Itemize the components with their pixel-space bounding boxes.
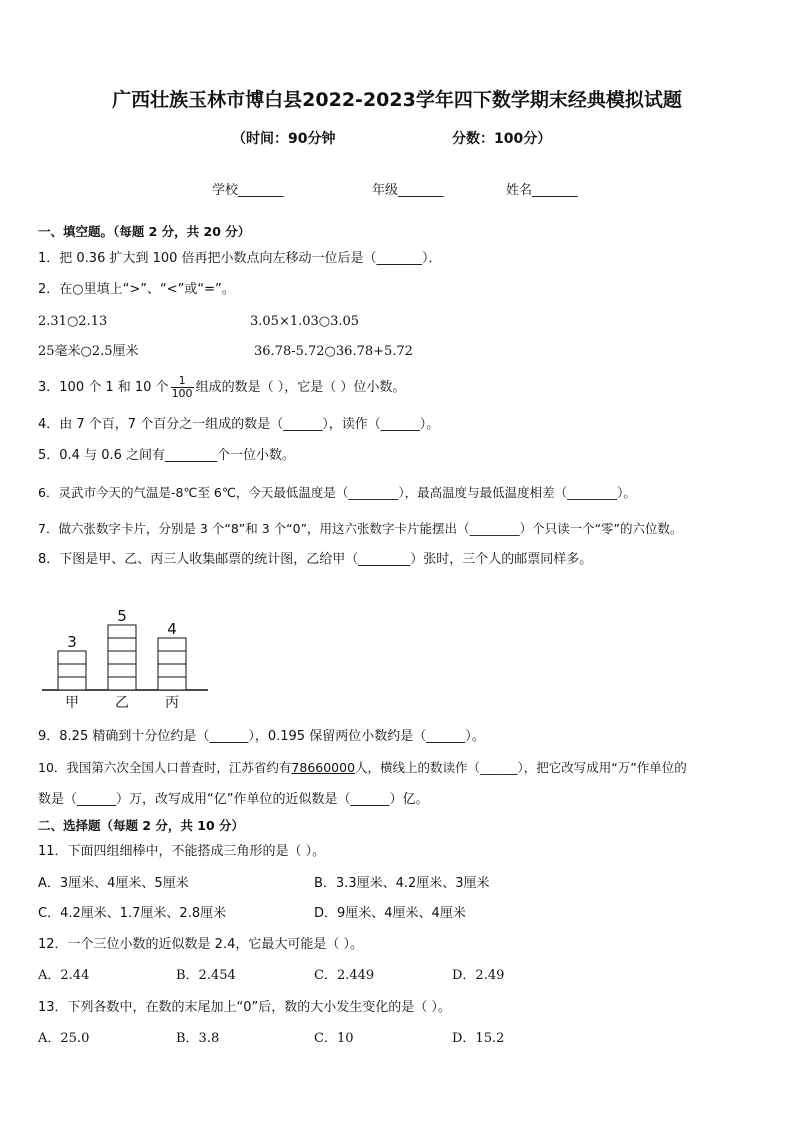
population-number: 78660000 <box>291 760 356 775</box>
question-2: 2．在○里填上“>”、“<”或“=”。 <box>38 282 235 297</box>
section1-heading: 一、填空题。（每题 2 分，共 20 分） <box>38 224 251 239</box>
question-3-post: 组成的数是（ ），它是（ ）位小数。 <box>195 380 406 395</box>
question-12-option-d: D．2.49 <box>452 968 505 983</box>
bar-cell <box>58 664 86 677</box>
question-2-item-c: 25毫米○2.5厘米 <box>38 344 139 359</box>
bar-cell <box>108 625 136 638</box>
question-3-pre: 3．100 个 1 和 10 个 <box>38 380 169 395</box>
question-4: 4．由 7 个百，7 个百分之一组成的数是（______），读作（______）。 <box>38 417 440 432</box>
bar-cell <box>108 677 136 690</box>
question-10-line1 <box>38 760 687 776</box>
question-2-item-b: 3.05×1.03○3.05 <box>250 314 360 329</box>
question-13-option-c: C．10 <box>314 1031 354 1046</box>
bar-cell <box>158 664 186 677</box>
bar-cell <box>158 677 186 690</box>
question-2-item-d: 36.78-5.72○36.78+5.72 <box>254 344 413 359</box>
time-limit: （时间：90分钟 <box>232 131 336 147</box>
question-5: 5．0.4 与 0.6 之间有________个一位小数。 <box>38 448 296 463</box>
question-13-option-d: D．15.2 <box>452 1031 505 1046</box>
bar-2 <box>158 638 186 690</box>
bar-cell <box>108 664 136 677</box>
bar-cell <box>108 638 136 651</box>
question-11-option-b: B．3.3厘米、4.2厘米、3厘米 <box>314 876 490 891</box>
question-13-option-b: B．3.8 <box>176 1031 220 1046</box>
bar-value-label: 3 <box>67 633 77 651</box>
bar-0 <box>58 651 86 690</box>
stamp-chart <box>38 580 218 715</box>
category-label: 甲 <box>65 695 79 711</box>
fraction-numerator: 1 <box>171 375 194 388</box>
question-12-option-c: C．2.449 <box>314 968 375 983</box>
question-6: 6．灵武市今天的气温是-8℃至 6℃，今天最低温度是（________），最高温度与最低温度相差（________）。 <box>38 485 636 500</box>
page-title: 广西壮族玉林市博白县2022-2023学年四下数学期末经典模拟试题 <box>112 89 682 111</box>
question-9: 9．8.25 精确到十分位约是（______），0.195 保留两位小数约是（______）。 <box>38 729 485 744</box>
fraction-denominator: 100 <box>171 387 193 400</box>
question-10-line2: 数是（______）万，改写成用“亿”作单位的近似数是（______）亿。 <box>38 792 429 807</box>
question-7: 7．做六张数字卡片，分别是 3 个“8”和 3 个“0”，用这六张数字卡片能摆出（________）个只读一个“零”的六位数。 <box>38 521 683 536</box>
bar-cell <box>158 651 186 664</box>
question-10-text-a: 10．我国第六次全国人口普查时，江苏省约有 <box>38 760 292 775</box>
bar-1 <box>108 625 136 690</box>
question-2-item-a: 2.31○2.13 <box>38 314 108 329</box>
question-11: 11．下面四组细棒中，不能搭成三角形的是（ ）。 <box>38 844 326 859</box>
category-label: 乙 <box>115 695 129 711</box>
question-12-option-a: A．2.44 <box>38 968 90 983</box>
bar-cell <box>58 651 86 664</box>
question-12-option-b: B．2.454 <box>176 968 236 983</box>
question-8: 8．下图是甲、乙、丙三人收集邮票的统计图，乙给甲（________）张时，三个人的邮票同样多。 <box>38 552 593 567</box>
question-10-text-b: 人，横线上的数读作（______），把它改写成用“万”作单位的 <box>355 760 687 775</box>
bar-cell <box>58 677 86 690</box>
question-11-option-c: C．4.2厘米、1.7厘米、2.8厘米 <box>38 906 227 921</box>
section2-heading: 二、选择题（每题 2 分，共 10 分） <box>38 818 245 833</box>
question-11-option-d: D．9厘米、4厘米、4厘米 <box>314 906 466 921</box>
total-score: 分数：100分） <box>452 131 552 147</box>
question-1: 1．把 0.36 扩大到 100 倍再把小数点向左移动一位后是（_______）． <box>38 251 442 266</box>
fraction <box>171 375 194 400</box>
category-label: 丙 <box>165 695 179 711</box>
bar-value-label: 4 <box>167 620 177 638</box>
bar-cell <box>108 651 136 664</box>
bar-value-label: 5 <box>117 607 127 625</box>
grade-field: 年级_______ <box>372 183 444 198</box>
name-field: 姓名_______ <box>506 183 578 198</box>
question-13-option-a: A．25.0 <box>38 1031 90 1046</box>
question-11-option-a: A．3厘米、4厘米、5厘米 <box>38 876 189 891</box>
bar-cell <box>158 638 186 651</box>
question-13: 13．下列各数中，在数的末尾加上“0”后，数的大小发生变化的是（ ）。 <box>38 1000 451 1015</box>
school-field: 学校_______ <box>212 183 284 198</box>
question-3 <box>38 373 405 403</box>
question-12: 12．一个三位小数的近似数是 2.4，它最大可能是（ ）。 <box>38 937 363 952</box>
